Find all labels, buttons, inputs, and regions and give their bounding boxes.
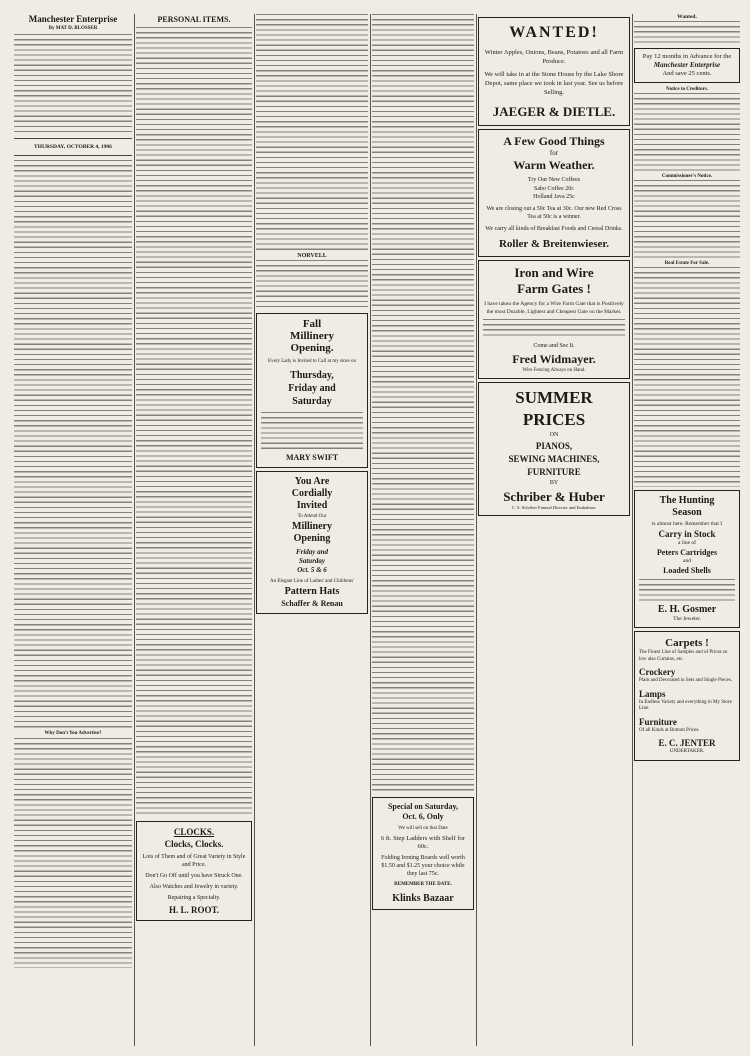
ad-heading: Clocks, Clocks. xyxy=(164,839,224,849)
section-heading: Real Estate For Sale. xyxy=(664,261,710,266)
ad-heading: Special on Saturday, xyxy=(387,802,458,811)
ad-heading: A Few Good Things xyxy=(503,134,605,148)
ad-text: REMEMBER THE DATE. xyxy=(394,882,452,887)
ad-text: In Endless Variety and everything in My Store Line. xyxy=(639,699,732,711)
advertiser-name: E. H. Gosmer xyxy=(657,604,717,615)
ad-text: We carry all kinds of Breakfast Foods and Cereal Drinks. xyxy=(485,226,623,232)
jenter-ad xyxy=(634,631,740,761)
ad-heading: SUMMER PRICES xyxy=(515,388,593,429)
section-heading: NORVELL xyxy=(297,253,327,259)
local-news-text xyxy=(372,14,474,794)
klinks-bazaar-ad xyxy=(372,797,474,910)
column-rule xyxy=(254,14,255,1046)
ad-text: for xyxy=(549,149,559,157)
ad-text: ON xyxy=(549,432,559,438)
ad-text: Also Watches and Jewelry in variety. xyxy=(149,884,239,890)
ad-text: The Jeweler. xyxy=(673,616,701,622)
ad-heading: Thursday, xyxy=(290,370,334,381)
ad-heading: Farm Gates ! xyxy=(517,281,591,296)
ad-heading: Carry in Stock xyxy=(658,529,716,539)
ad-heading: Cordially xyxy=(291,488,333,499)
advertiser-name: Roller & Breitenwieser. xyxy=(498,238,610,250)
section-heading: Notice to Creditors. xyxy=(666,87,708,92)
ad-dates: Oct. 5 & 6 xyxy=(297,566,327,574)
fall-millinery-ad xyxy=(256,313,368,468)
ad-text: An Elegant Line of Ladies' and Childrens' xyxy=(269,579,354,584)
ad-text: Of all Kinds at Bottom Prices. xyxy=(639,727,700,733)
summer-prices-ad xyxy=(478,382,630,516)
column-2 xyxy=(136,14,252,1046)
ad-text: Try Our New Coffees xyxy=(527,177,581,183)
section-heading: Commissioner's Notice. xyxy=(661,174,713,179)
advertiser-name: Klinks Bazaar xyxy=(392,893,454,904)
ad-text: and xyxy=(683,558,691,564)
ad-text xyxy=(261,412,363,452)
ad-text: We will sell on that Date xyxy=(398,826,448,831)
newspaper-page xyxy=(14,14,740,1046)
ad-text: We are closing out a 50c Tea at 30c. Our new Red Cross Tea at 50c is a winner. xyxy=(486,206,622,220)
ad-text: Folding Ironing Boards well worth $1.50 and $1.25 your choice while they last 75c. xyxy=(381,855,465,877)
ad-text: Lots of Them and of Great Variety in Style and Price. xyxy=(142,854,246,868)
ad-heading: Pattern Hats xyxy=(284,586,340,597)
advertiser-name: Schriber & Huber xyxy=(503,489,605,504)
ad-heading: Carpets ! xyxy=(665,637,709,649)
ad-text xyxy=(483,319,625,339)
ad-heading: Warm Weather. xyxy=(513,158,595,172)
ad-text: Plain and Decorated in Sets and Single Pieces. xyxy=(639,678,733,683)
millinery-opening-ad xyxy=(256,471,368,614)
ad-text: is almost here. Remember that I xyxy=(651,521,723,527)
news-text xyxy=(14,160,132,730)
local-news-text xyxy=(256,260,368,310)
ad-text: Holland Java 25c xyxy=(533,194,575,200)
advertiser-name: JAEGER & DIETLE. xyxy=(492,104,616,119)
column-3 xyxy=(256,14,368,1046)
ad-heading: Loaded Shells xyxy=(663,566,711,575)
advertiser-name: MARY SWIFT xyxy=(285,453,339,462)
ad-heading: CLOCKS. xyxy=(173,827,215,837)
ad-heading: You Are xyxy=(294,476,330,487)
ad-text: 6 ft. Step Ladders with Shelf for 60c. xyxy=(381,835,465,850)
column-5 xyxy=(478,14,630,1046)
column-4 xyxy=(372,14,474,1046)
ad-text: Pay 12 months in Advance for the xyxy=(642,53,732,60)
section-heading: Why Don't You Advertise? xyxy=(44,731,102,736)
ad-heading: Lamps xyxy=(639,688,666,699)
hunting-season-ad xyxy=(634,490,740,628)
ad-text: The Finest Line of Samples and of Prices so low also Curtains, etc. xyxy=(639,650,728,662)
column-6 xyxy=(634,14,740,1046)
ad-heading: PIANOS, xyxy=(535,441,573,451)
ad-dates: Saturday xyxy=(298,557,326,565)
ad-heading: FURNITURE xyxy=(527,467,581,477)
ad-text xyxy=(639,579,735,603)
ad-text: I have taken the Agency for a Wire Farm Gate that is Positively the most Durable, Lightest and Cheapest Gate on the Market. xyxy=(484,301,624,315)
ad-text: To Attend Our xyxy=(297,514,327,519)
advertiser-name: E. C. JENTER xyxy=(658,738,716,748)
ad-text: Repairing a Specialty. xyxy=(167,895,221,901)
ad-heading: SEWING MACHINES, xyxy=(508,454,600,464)
ad-heading: Oct. 6, Only xyxy=(402,812,444,821)
column-rule xyxy=(632,14,633,1046)
local-news-text xyxy=(256,14,368,252)
ad-text: BY xyxy=(549,480,559,486)
masthead-text xyxy=(14,34,132,134)
clocks-ad xyxy=(136,821,252,921)
farm-gates-ad xyxy=(478,260,630,379)
personal-items-text xyxy=(136,27,252,815)
ad-heading: Millinery xyxy=(292,521,332,532)
ad-heading: Opening. xyxy=(290,342,334,354)
ad-heading: Invited xyxy=(296,500,328,511)
column-rule xyxy=(476,14,477,1046)
ad-text: Sabo Coffee 20c xyxy=(534,186,574,192)
ad-heading: Friday and xyxy=(288,383,336,394)
subscription-ad xyxy=(634,48,740,83)
ad-heading: Season xyxy=(672,507,702,518)
wanted-ad xyxy=(478,17,630,126)
ad-heading: Furniture xyxy=(639,716,677,727)
ad-text: C. S. Schriber Funeral Director and Embalmer. xyxy=(511,505,597,510)
ad-text: UNDERTAKER. xyxy=(669,749,705,754)
ad-heading: Fall xyxy=(302,318,322,330)
ad-text: Don't Go Off until you have Struck One. xyxy=(145,873,243,879)
ad-text: Every Lady is Invited to Call at my store on xyxy=(268,359,356,364)
ad-heading: Manchester Enterprise xyxy=(653,61,721,69)
ad-heading: Opening xyxy=(293,533,331,544)
advertiser-name: H. L. ROOT. xyxy=(168,905,220,915)
advertiser-name: Fred Widmayer. xyxy=(512,352,596,366)
ad-dates: Friday and xyxy=(295,548,329,556)
column-1 xyxy=(14,14,132,1046)
ad-text: a line of xyxy=(677,540,697,546)
news-text xyxy=(14,738,132,968)
ad-heading: Crockery xyxy=(639,667,676,677)
ad-text: Come and See It. xyxy=(533,343,575,349)
warm-weather-ad xyxy=(478,129,630,257)
ad-heading: Iron and Wire xyxy=(514,265,594,280)
section-heading: Wanted. xyxy=(677,14,697,20)
column-rule xyxy=(370,14,371,1046)
ad-heading: Peters Cartridges xyxy=(656,548,718,557)
notice-text xyxy=(634,93,740,173)
masthead-title: Manchester Enterprise xyxy=(28,14,118,24)
ad-text: We will take in at the Stone House by the Lake Shore Depot, same place we took in last year. See us before Selling. xyxy=(484,71,624,96)
ad-text: And save 25 cents. xyxy=(662,70,712,77)
notice-text xyxy=(634,21,740,45)
advertiser-name: Schaffer & Renau xyxy=(281,599,343,608)
ad-heading: WANTED! xyxy=(509,24,599,41)
ad-heading: Millinery xyxy=(290,330,334,342)
ad-heading: Saturday xyxy=(292,396,332,407)
ad-text: Winter Apples, Onions, Beans, Potatoes and all Farm Produce. xyxy=(484,49,624,65)
notice-text xyxy=(634,267,740,487)
column-rule xyxy=(134,14,135,1046)
ad-text: Wire Fencing Always on Hand. xyxy=(522,368,586,373)
issue-date: THURSDAY, OCTOBER 4, 1906 xyxy=(34,144,112,150)
masthead-editor: By MAT D. BLOSSER xyxy=(48,26,98,31)
ad-heading: The Hunting xyxy=(659,495,715,506)
personal-items-heading: PERSONAL ITEMS. xyxy=(157,15,231,24)
notice-text xyxy=(634,180,740,260)
